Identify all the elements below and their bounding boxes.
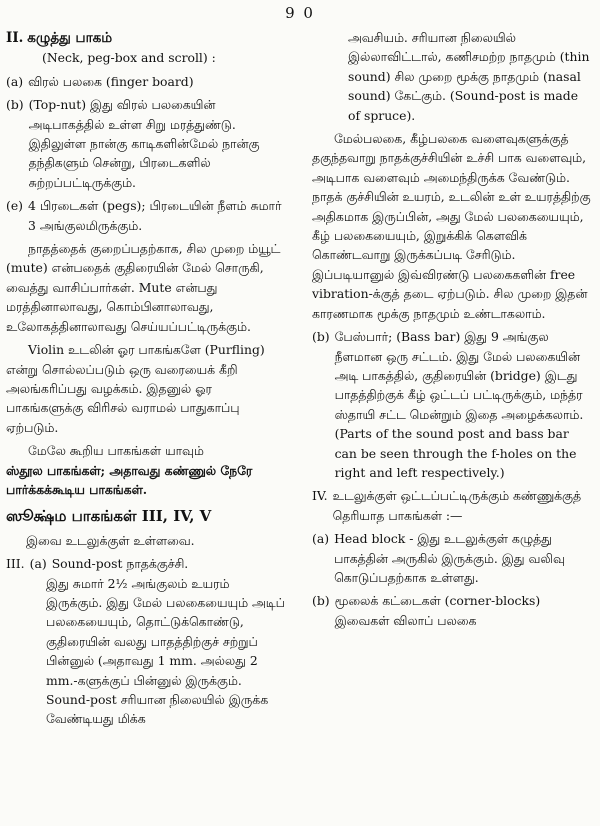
section-2-label: II. bbox=[6, 30, 24, 46]
upper-plate-paragraph: மேல்பலகை, கீழ்பலகை வளைவுகளுக்குத் தகுந்தவாறு நாதக்குச்சியின் உச்சி பாக வளைவும், அடிபாக வளைவும் அமைந்திருக்க வேண்டும். நாதக் குச்சியின் உயரம், உடலின் உள் உயரத்திற்கு அதிகமாக இருப்பின், அது மேல் பலகையையும், கீழ் பலகையையும், இறுக்கிக் கௌவிக் கொண்டவாறு இருக்கப்படி சேரிடும். இப்படியானுல் இவ்விரண்டு பலகைகளின் free vibration-க்குத் தடை ஏற்படும். சில முறை இதன் காரணமாக மூக்கு நாதமும் உண்டாகலாம். bbox=[312, 131, 591, 321]
corner-blocks-label: (b) bbox=[312, 593, 330, 609]
head-block-label: (a) bbox=[312, 531, 330, 547]
section-2-heading bbox=[6, 28, 288, 48]
section-4 bbox=[312, 486, 594, 525]
bass-bar-item bbox=[312, 327, 594, 482]
soundpost-continued-text: அவசியம். சரியான நிலையில் இல்லாவிட்டால், கணிசமற்ற நாதமும் (thin sound) சில முறை மூக்கு நாதமும் (nasal sound) கேட்கும். (Sound-post is made of spruce). bbox=[348, 30, 590, 123]
corner-blocks-text: மூலைக் கட்டைகள் (corner-blocks) இவைகள் விலாப் பலகை bbox=[334, 593, 541, 628]
above-parts-line-2: ஸ்தூல பாகங்கள்; அதாவது கண்ணுல் நேரே பார்க்கக்கூடிய பாகங்கள். bbox=[6, 462, 253, 497]
item-a-label: (a) bbox=[6, 73, 24, 89]
inside-body-line: இவை உடலுக்குள் உள்ளவை. bbox=[26, 532, 195, 548]
above-parts-line-1: மேலே கூறிய பாகங்கள் யாவும் bbox=[28, 443, 204, 459]
item-a bbox=[6, 72, 288, 91]
item-e-label: (e) bbox=[6, 198, 24, 214]
section-3-item-a-label: (a) bbox=[29, 556, 47, 572]
item-b-label: (b) bbox=[6, 97, 24, 113]
violin-purfling-paragraph: Violin உடலின் ஓர பாகங்களே (Purfling) என்று சொல்லப்படும் ஒரு வரையைக் கீறி அலங்கரிப்பது வழக்கம். இதனுல் ஓர பாகங்களுக்கு விரிசல் வராமல் பாதுகாப்பு ஏற்படும். bbox=[6, 342, 265, 435]
section-2-subtitle: (Neck, peg-box and scroll) : bbox=[42, 50, 216, 66]
bass-bar-text: பேஸ்பார்; (Bass bar) இது 9 அங்குல நீளமான ஒரு சட்டம். இது மேல் பலகையின் அடி பாகத்தில், குதிரையின் (bridge) இடது பாதத்திற்குக் கீழ் ஒட்டப் பட்டிருக்கும், மந்த்ர ஸ்தாயி சட்ட மென்றும் இதை அழைக்கலாம். (Parts of the sound post and bass bar can be seen through the f-holes on the right and left respectively.) bbox=[334, 329, 584, 480]
corner-blocks-item bbox=[312, 591, 594, 630]
section-2-title: கழுத்து பாகம் bbox=[27, 30, 113, 46]
mute-paragraph: நாதத்தைக் குறைப்பதற்காக, சில முறை ம்யூட் (mute) என்பதைக் குதிரையின் மேல் சொருகி, வைத்து வாசிப்பார்கள். Mute என்பது மரத்தினாலாவது, கொம்பினாலாவது, உலோகத்தினாலாவது செய்யப்பட்டிருக்கும். bbox=[6, 241, 281, 334]
section-3-item-a-title: Sound-post நாதக்குச்சி. bbox=[51, 556, 189, 572]
left-column bbox=[6, 28, 288, 818]
section-4-label: IV. bbox=[312, 488, 328, 504]
section-3-text: இது சுமார் 2½ அங்குலம் உயரம் இருக்கும். இது மேல் பலகையையும் அடிப் பலகையையும், தொட்டுக்கொண்டு, குதிரையின் வலது பாதத்திற்குச் சற்றுப் பின்னுல் (அதாவது 1 mm. அல்லது 2 mm.-களுக்குப் பின்னுல் இருக்கும். Sound-post சரியான நிலையில் இருக்க வேண்டியது மிக்க bbox=[46, 575, 285, 727]
section-4-text: உடலுக்குள் ஒட்டப்பட்டிருக்கும் கண்ணுக்குத் தெரியாத பாகங்கள் :— bbox=[332, 488, 582, 523]
head-block-item bbox=[312, 529, 594, 587]
item-e bbox=[6, 196, 288, 235]
section-3-heading bbox=[6, 554, 288, 573]
bass-bar-label: (b) bbox=[312, 329, 330, 345]
item-e-text: 4 பிரடைகள் (pegs); பிரடையின் நீளம் சுமார் 3 அங்குலமிருக்கும். bbox=[28, 198, 282, 233]
item-b bbox=[6, 95, 288, 192]
item-b-text: (Top-nut) இது விரல் பலகையின் அடிபாகத்தில் உள்ள சிறு மரத்துண்டு. இதிலுள்ள நான்கு காடிகளின்மேல் நான்கு தந்திகளும் சென்று, பிரடைகளில் சுற்றப்பட்டிருக்கும். bbox=[28, 97, 260, 190]
section-3-label: III. bbox=[6, 556, 25, 572]
item-a-text: விரல் பலகை (finger board) bbox=[28, 73, 194, 89]
right-column bbox=[312, 28, 594, 818]
head-block-text: Head block - இது உடலுக்குள் கழுத்து பாகத்தின் அருகில் இருக்கும். இது வலிவு கொடுப்பதற்காக உள்ளது. bbox=[334, 531, 565, 585]
subtle-parts-heading: ஸூக்ஷ்ம பாகங்கள் III, IV, V bbox=[6, 507, 212, 526]
page-number: 9 0 bbox=[285, 4, 315, 22]
